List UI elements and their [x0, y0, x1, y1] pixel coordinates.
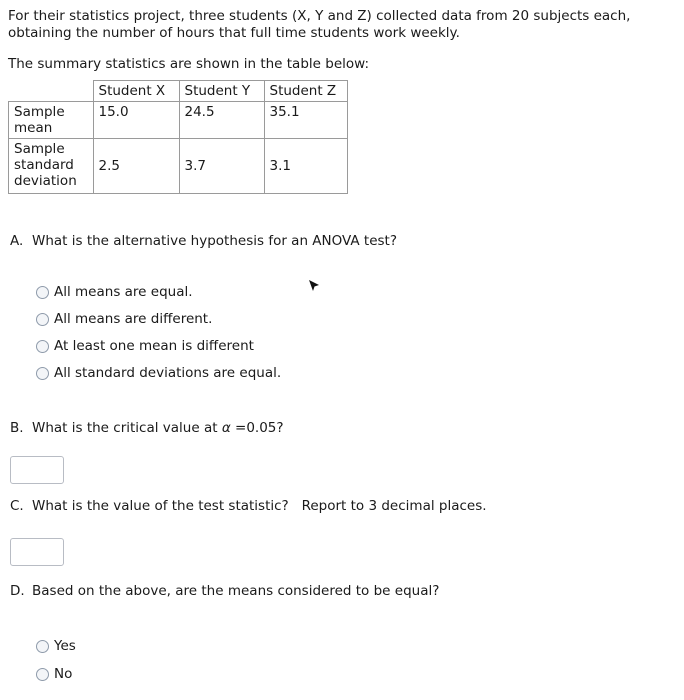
question-a-letter: A. — [10, 233, 24, 249]
cell-mean-y: 24.5 — [179, 102, 264, 139]
summary-statistics-table — [8, 80, 348, 194]
option-label: No — [54, 666, 73, 682]
question-b-text-pre: What is the critical value at — [32, 420, 222, 436]
cell-mean-z: 35.1 — [264, 102, 347, 139]
alpha-symbol: α — [221, 420, 231, 436]
question-b-text-post: =0.05? — [230, 420, 284, 436]
question-d — [10, 583, 439, 599]
cell-sd-x: 2.5 — [93, 139, 179, 194]
header-student-x: Student X — [93, 81, 179, 102]
table-corner — [9, 81, 94, 102]
option-all-means-equal[interactable] — [36, 284, 193, 300]
option-label: All means are different. — [54, 311, 213, 327]
question-a-text: What is the alternative hypothesis for an ANOVA test? — [32, 233, 398, 249]
cell-mean-x: 15.0 — [93, 102, 179, 139]
radio-button[interactable] — [36, 313, 49, 326]
table-row — [9, 139, 348, 194]
critical-value-input[interactable] — [10, 456, 64, 484]
radio-button[interactable] — [36, 340, 49, 353]
test-statistic-input[interactable] — [10, 538, 64, 566]
header-student-y: Student Y — [179, 81, 264, 102]
problem-intro: For their statistics project, three students (X, Y and Z) collected data from 20 subjects each, obtaining the number of hours that full time students work weekly. — [8, 8, 631, 41]
cell-sd-z: 3.1 — [264, 139, 347, 194]
option-label: All means are equal. — [54, 284, 193, 300]
question-d-text: Based on the above, are the means considered to be equal? — [32, 583, 440, 599]
question-a — [10, 233, 397, 249]
table-row — [9, 102, 348, 139]
option-label: At least one mean is different — [54, 338, 254, 354]
question-c — [10, 498, 487, 514]
question-b — [10, 420, 284, 436]
radio-button[interactable] — [36, 668, 49, 681]
question-c-letter: C. — [10, 498, 24, 514]
question-b-letter: B. — [10, 420, 24, 436]
row-label-sample-sd: Sample standard deviation — [9, 139, 94, 194]
table-caption: The summary statistics are shown in the table below: — [8, 56, 369, 72]
table-header-row — [9, 81, 348, 102]
option-at-least-one-mean-different[interactable] — [36, 338, 254, 354]
row-label-sample-mean: Sample mean — [9, 102, 94, 139]
question-c-text: What is the value of the test statistic? Report to 3 decimal places. — [32, 498, 487, 514]
radio-button[interactable] — [36, 640, 49, 653]
header-student-z: Student Z — [264, 81, 347, 102]
cell-sd-y: 3.7 — [179, 139, 264, 194]
mouse-cursor-icon — [307, 279, 321, 293]
option-no[interactable] — [36, 666, 72, 682]
radio-button[interactable] — [36, 367, 49, 380]
option-all-means-different[interactable] — [36, 311, 212, 327]
option-label: All standard deviations are equal. — [54, 365, 282, 381]
option-all-sd-equal[interactable] — [36, 365, 281, 381]
radio-button[interactable] — [36, 286, 49, 299]
option-label: Yes — [54, 638, 76, 654]
question-d-letter: D. — [10, 583, 25, 599]
option-yes[interactable] — [36, 638, 76, 654]
